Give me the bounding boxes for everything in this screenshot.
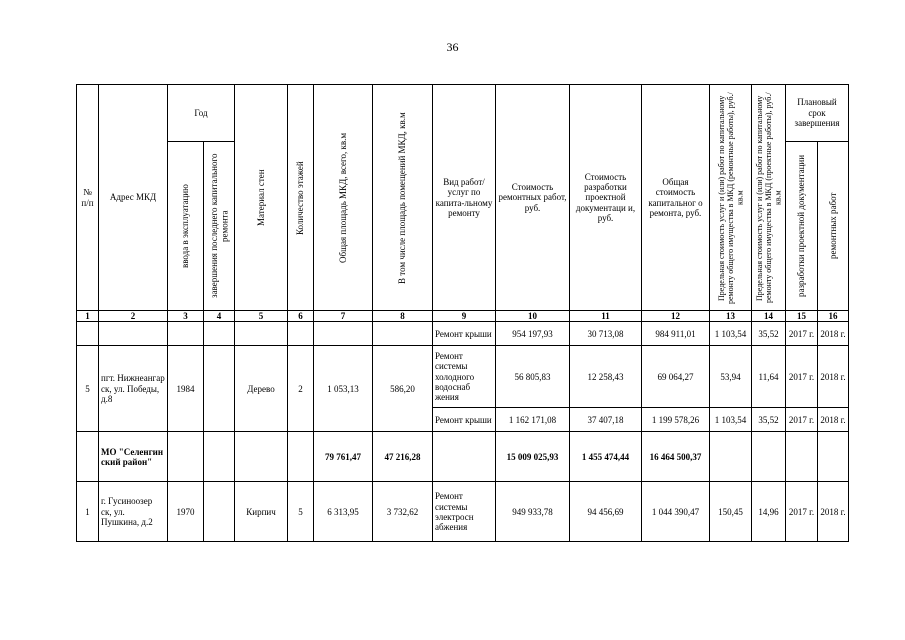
design-cost-cell: 1 455 474,44	[570, 432, 642, 482]
column-number: 15	[786, 311, 818, 322]
total-area-cell: 1 053,13	[314, 346, 373, 432]
last-repair-cell	[204, 482, 235, 542]
page-number: 36	[446, 40, 459, 54]
work-type-cell: Ремонт крыши	[433, 322, 496, 346]
table-row	[77, 322, 849, 346]
col-premises-area-header: В том числе площадь помещений МКД, кв.м	[373, 85, 433, 311]
repair-cost-cell: 949 933,78	[496, 482, 570, 542]
premises-area-cell: 47 216,28	[373, 432, 433, 482]
row-no-cell: 1	[77, 482, 99, 542]
col-planned-repair-header: ремонтных работ	[818, 142, 849, 311]
repair-cost-cell: 56 805,83	[496, 346, 570, 408]
limit-design-cell: 35,52	[752, 408, 786, 432]
column-number: 13	[710, 311, 752, 322]
table-row	[77, 346, 849, 408]
design-cost-cell: 12 258,43	[570, 346, 642, 408]
col-limit-repair-header: Предельная стоимость услуг и (или) работ по капитальному ремонту общего имущества в МКД (ремонтные работы), руб./кв.м	[710, 85, 752, 311]
column-number: 16	[818, 311, 849, 322]
limit-repair-cell: 150,45	[710, 482, 752, 542]
col-planned-design-header: разработки проектной документации	[786, 142, 818, 311]
limit-repair-cell: 1 103,54	[710, 408, 752, 432]
limit-design-cell: 11,64	[752, 346, 786, 408]
column-numbers-row	[77, 311, 849, 322]
col-year-group-header: Год	[168, 85, 235, 142]
last-repair-cell	[204, 346, 235, 432]
limit-design-cell: 14,96	[752, 482, 786, 542]
column-number: 3	[168, 311, 204, 322]
column-number: 11	[570, 311, 642, 322]
work-type-cell: Ремонт крыши	[433, 408, 496, 432]
total-cost-cell: 984 911,01	[642, 322, 710, 346]
plan-repair-cell: 2018 г.	[818, 322, 849, 346]
plan-design-cell: 2017 г.	[786, 322, 818, 346]
work-type-cell: Ремонт системы электросн абжения	[433, 482, 496, 542]
premises-area-cell: 3 732,62	[373, 482, 433, 542]
address-cell: пгт. Нижнеангар ск, ул. Победы, д.8	[99, 346, 168, 432]
material-cell: Кирпич	[235, 482, 288, 542]
column-number: 4	[204, 311, 235, 322]
column-number: 1	[77, 311, 99, 322]
limit-design-cell: 35,52	[752, 322, 786, 346]
row-no-cell: 5	[77, 346, 99, 432]
col-floors-header: Количество этажей	[288, 85, 314, 311]
subtotal-row	[77, 432, 849, 482]
col-work-type-header: Вид работ/ услуг по капита-льному ремонту	[433, 85, 496, 311]
limit-repair-cell: 53,94	[710, 346, 752, 408]
col-material-header: Материал стен	[235, 85, 288, 311]
header-row-1	[77, 85, 849, 142]
column-number: 8	[373, 311, 433, 322]
repair-cost-cell: 954 197,93	[496, 322, 570, 346]
column-number: 5	[235, 311, 288, 322]
table-row	[77, 482, 849, 542]
floors-cell: 5	[288, 482, 314, 542]
col-address-header: Адрес МКД	[99, 85, 168, 311]
work-type-cell: Ремонт системы холодного водоснаб жения	[433, 346, 496, 408]
design-cost-cell: 30 713,08	[570, 322, 642, 346]
year-cell: 1970	[168, 482, 204, 542]
col-design-cost-header: Стоимость разработки проектной документаци и, руб.	[570, 85, 642, 311]
col-no-header: № п/п	[77, 85, 99, 311]
repair-cost-cell: 15 009 025,93	[496, 432, 570, 482]
plan-repair-cell: 2018 г.	[818, 346, 849, 408]
col-repair-cost-header: Стоимость ремонтных работ, руб.	[496, 85, 570, 311]
premises-area-cell: 586,20	[373, 346, 433, 432]
column-number: 12	[642, 311, 710, 322]
address-cell: г. Гусиноозер ск, ул. Пушкина, д.2	[99, 482, 168, 542]
design-cost-cell: 94 456,69	[570, 482, 642, 542]
col-planned-group-header: Плановый срок завершения	[786, 85, 849, 142]
total-cost-cell: 69 064,27	[642, 346, 710, 408]
material-cell: Дерево	[235, 346, 288, 432]
limit-repair-cell: 1 103,54	[710, 322, 752, 346]
year-cell: 1984	[168, 346, 204, 432]
plan-design-cell: 2017 г.	[786, 408, 818, 432]
capital-repair-table	[76, 84, 849, 542]
repair-cost-cell: 1 162 171,08	[496, 408, 570, 432]
column-number: 6	[288, 311, 314, 322]
col-year-commissioning-header: ввода в эксплуатацию	[168, 142, 204, 311]
design-cost-cell: 37 407,18	[570, 408, 642, 432]
col-year-last-repair-header: завершения последнего капитального ремонта	[204, 142, 235, 311]
total-area-cell: 79 761,47	[314, 432, 373, 482]
plan-design-cell: 2017 г.	[786, 346, 818, 408]
floors-cell: 2	[288, 346, 314, 432]
plan-design-cell: 2017 г.	[786, 482, 818, 542]
plan-repair-cell: 2018 г.	[818, 408, 849, 432]
column-number: 10	[496, 311, 570, 322]
district-name-cell: МО "Селенгин ский район"	[99, 432, 168, 482]
col-total-area-header: Общая площадь МКД, всего, кв.м	[314, 85, 373, 311]
column-number: 9	[433, 311, 496, 322]
total-area-cell: 6 313,95	[314, 482, 373, 542]
total-cost-cell: 1 199 578,26	[642, 408, 710, 432]
column-number: 7	[314, 311, 373, 322]
column-number: 2	[99, 311, 168, 322]
col-total-cost-header: Общая стоимость капитальног о ремонта, руб.	[642, 85, 710, 311]
total-cost-cell: 16 464 500,37	[642, 432, 710, 482]
column-number: 14	[752, 311, 786, 322]
plan-repair-cell: 2018 г.	[818, 482, 849, 542]
col-limit-design-header: Предельная стоимость услуг и (или) работ по капитальному ремонту общего имущества в МКД (проектные работы), руб./кв.м	[752, 85, 786, 311]
total-cost-cell: 1 044 390,47	[642, 482, 710, 542]
